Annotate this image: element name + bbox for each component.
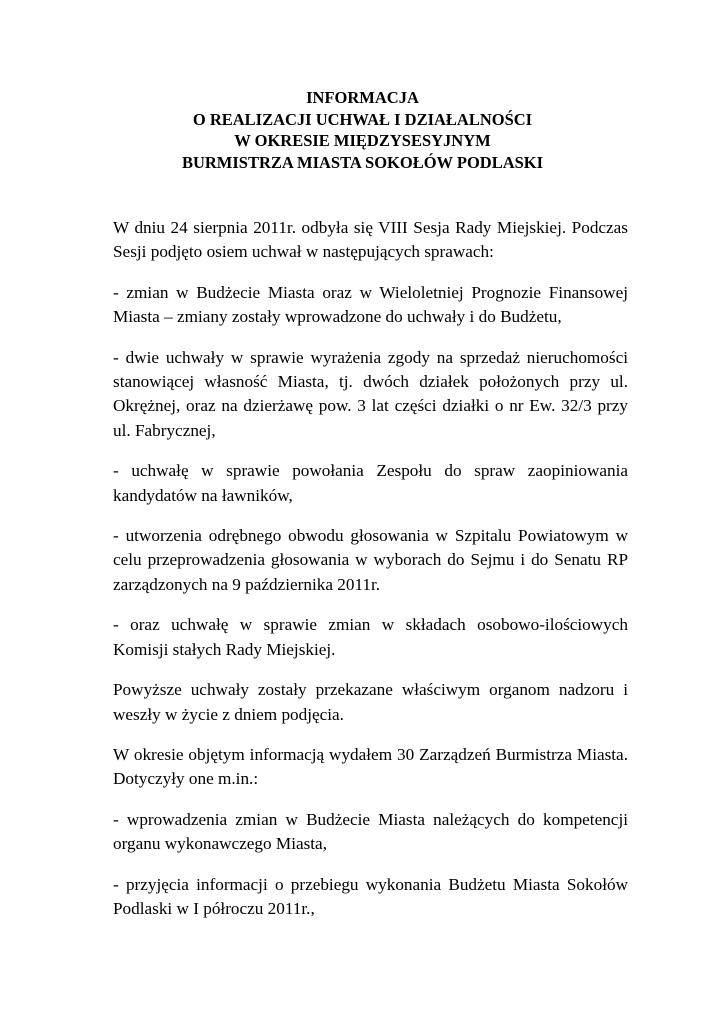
resolution-item-property: - dwie uchwały w sprawie wyrażenia zgody na sprzedaż nieruchomości stanowiącej własność Miasta, tj. dwóch działek położonych przy ul. Okrężnej, oraz na dzierżawę pow. 3 lat części działki o nr Ew. 32/3 przy ul. Fabrycznej,: [113, 347, 628, 440]
intro-paragraph: W dniu 24 sierpnia 2011r. odbyła się VIII Sesja Rady Miejskiej. Podczas Sesji podjęto osiem uchwał w następujących sprawach:: [113, 218, 628, 262]
resolutions-status-paragraph: Powyższe uchwały zostały przekazane właściwym organom nadzoru i weszły w życie z dniem podjęcia.: [113, 680, 628, 724]
resolution-item-jurors-team: - uchwałę w sprawie powołania Zespołu do spraw zaopiniowania kandydatów na ławników,: [113, 461, 628, 505]
title-line: INFORMACJA: [306, 88, 419, 107]
resolution-item-voting-district: - utworzenia odrębnego obwodu głosowania w Szpitalu Powiatowym w celu przeprowadzenia głosowania w wyborach do Sejmu i do Senatu RP zarządzonych na 9 października 2011r.: [113, 526, 628, 594]
ordinances-paragraph: W okresie objętym informacją wydałem 30 Zarządzeń Burmistrza Miasta. Dotyczyły one m.in.:: [113, 745, 628, 789]
document-title: [0, 87, 725, 173]
title-line: W OKRESIE MIĘDZYSESYJNYM: [234, 131, 491, 150]
document-body: [113, 216, 628, 938]
resolution-item-committees: - oraz uchwałę w sprawie zmian w składach osobowo-ilościowych Komisji stałych Rady Miejskiej.: [113, 615, 628, 659]
resolution-item-budget: - zmian w Budżecie Miasta oraz w Wieloletniej Prognozie Finansowej Miasta – zmiany zostały wprowadzone do uchwały i do Budżetu,: [113, 282, 628, 327]
title-line: BURMISTRZA MIASTA SOKOŁÓW PODLASKI: [181, 152, 544, 172]
ordinance-item-budget-changes: - wprowadzenia zmian w Budżecie Miasta należących do kompetencji organu wykonawczego Miasta,: [113, 810, 628, 854]
ordinance-item-budget-report: - przyjęcia informacji o przebiegu wykonania Budżetu Miasta Sokołów Podlaski w I półroczu 2011r.,: [113, 874, 628, 919]
title-line: O REALIZACJI UCHWAŁ I DZIAŁALNOŚCI: [192, 109, 533, 129]
